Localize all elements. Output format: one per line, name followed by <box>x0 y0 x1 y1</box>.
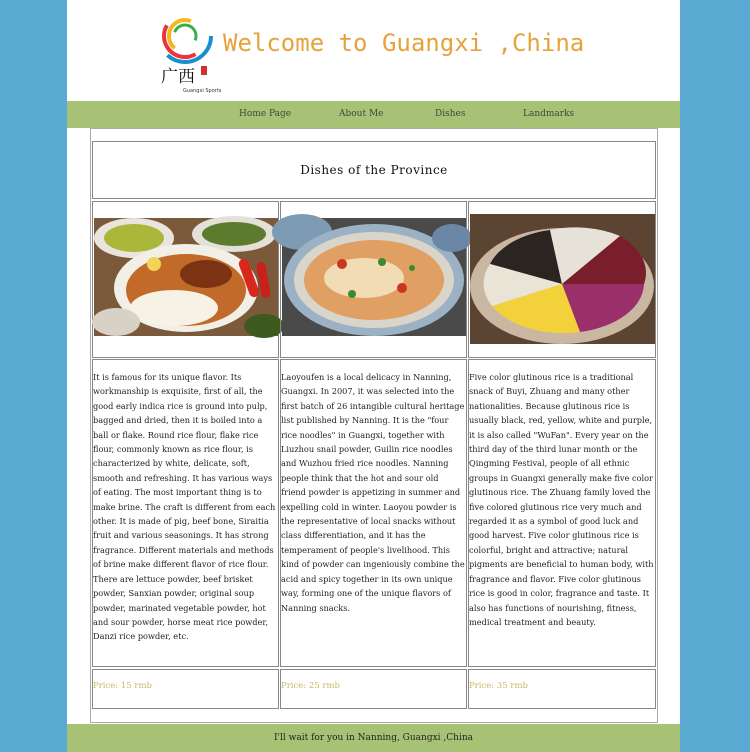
svg-text:广西: 广西 <box>161 67 195 87</box>
dishes-table <box>90 128 658 723</box>
five-color-rice-photo <box>470 214 655 344</box>
dish-price-1: Price: 15 rmb <box>93 681 152 691</box>
dish-price-cell-3 <box>468 669 656 709</box>
site-title: Welcome to Guangxi ,China <box>223 29 585 57</box>
dish-description-3: Five color glutinous rice is a traditional snack of Buyi, Zhuang and many other nationalities. Because glutinous rice is usually black, red, yellow, white and purple, it is also called "WuFan". Every year on the third day of the third lunar month or the Qingming Festival, people of all ethnic groups in Guangxi generally make five color glutinous rice. The Zhuang family loved the five colored glutinous rice very much and regarded it as a symbol of good luck and good harvest. Five color glutinous rice is colorful, bright and attractive; natural pigments are beneficial to human body, with fragrance and flavor. Five color glutinous rice is good in color, fragrance and taste. It also has functions of nourishing, fitness, medical treatment and beauty. <box>469 372 654 627</box>
nav-landmarks[interactable]: Landmarks <box>523 109 575 119</box>
site-footer <box>67 724 680 752</box>
nav-dishes[interactable]: Dishes <box>435 109 466 119</box>
nav-home[interactable]: Home Page <box>239 109 292 119</box>
main-nav <box>67 101 680 128</box>
guangxi-logo <box>155 6 222 96</box>
laoyoufen-photo <box>282 218 466 336</box>
rice-noodle-photo <box>94 218 278 336</box>
dish-desc-cell-1 <box>92 359 279 667</box>
dish-price-cell-1 <box>92 669 279 709</box>
footer-text: I'll wait for you in Nanning, Guangxi ,China <box>274 733 473 743</box>
section-title: Dishes of the Province <box>300 163 448 177</box>
dish-desc-cell-2 <box>280 359 467 667</box>
dish-image-cell-2 <box>280 201 467 358</box>
dish-price-2: Price: 25 rmb <box>281 681 340 691</box>
section-title-cell <box>92 141 656 199</box>
dish-image-cell-1 <box>92 201 279 358</box>
dish-desc-cell-3 <box>468 359 656 667</box>
dish-description-2: Laoyoufen is a local delicacy in Nanning, Guangxi. In 2007, it was selected into the first batch of 26 intangible cultural heritage list published by Nanning. It is the "four rice noodles" in Guangxi, together with Liuzhou snail powder, Guilin rice noodles and Wuzhou fried rice noodles. Nanning people think that the hot and sour old friend powder is appetizing in summer and expelling cold in winter. Laoyou powder is the representative of local snacks without class differentiation, and it has the temperament of people's livelihood. This kind of powder can ingeniously combine the acid and spicy together in its own unique way, forming one of the unique flavors of Nanning snacks. <box>281 372 465 613</box>
site-header <box>67 0 680 101</box>
dish-image-cell-3 <box>468 201 656 358</box>
nav-about[interactable]: About Me <box>339 109 384 119</box>
svg-text:Guangxi Sports: Guangxi Sports <box>183 88 222 94</box>
dish-description-1: It is famous for its unique flavor. Its workmanship is exquisite, first of all, the good early indica rice is ground into pulp, bagged and dried, then it is boiled into a ball or flake. Round rice flour, flake rice flour, commonly known as rice flour, is characterized by white, delicate, soft, smooth and refreshing. It has various ways of eating. The most important thing is to make brine. The craft is different from each other. It is made of pig, beef bone, Siraitia fruit and various seasonings. It has strong fragrance. Different materials and methods of brine make different flavor of rice flour. There are lettuce powder, beef brisket powder, Sanxian powder, original soup powder, marinated vegetable powder, hot and sour powder, horse meat rice powder, Danzi rice powder, etc. <box>93 372 276 642</box>
page-container <box>67 0 680 752</box>
dish-price-cell-2 <box>280 669 467 709</box>
dish-price-3: Price: 35 rmb <box>469 681 528 691</box>
